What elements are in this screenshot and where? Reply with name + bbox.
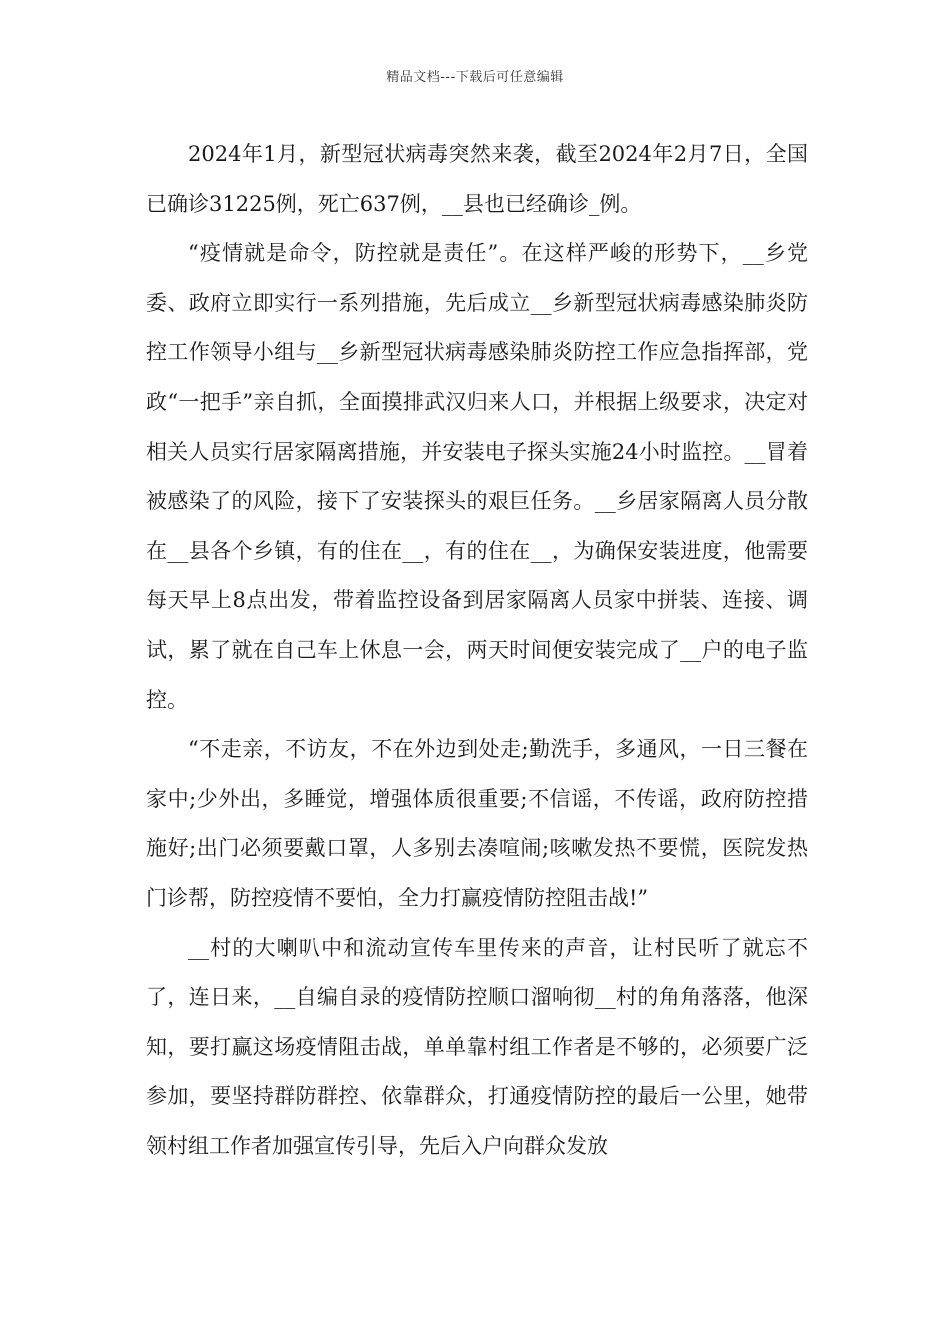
document-body: [146, 130, 808, 1171]
paragraph: 2024年1月，新型冠状病毒突然来袭，截至2024年2月7日，全国已确诊31225例，死亡637例，__县也已经确诊_例。: [146, 142, 808, 216]
paragraph: “不走亲，不访友，不在外边到处走;勤洗手，多通风，一日三餐在家中;少外出，多睡觉，增强体质很重要;不信谣，不传谣，政府防控措施好;出门必须要戴口罩，人多别去凑喧闹;咳嗽发热不要慌，医院发热门诊帮，防控疫情不要怕，全力打赢疫情防控阻击战!”: [146, 737, 808, 910]
page-header: 精品文档---下载后可任意编辑: [386, 70, 564, 85]
paragraph: __村的大喇叭中和流动宣传车里传来的声音，让村民听了就忘不了，连日来，__自编自录的疫情防控顺口溜响彻__村的角角落落，他深知，要打赢这场疫情阻击战，单单靠村组工作者是不够的，必须要广泛参加，要坚持群防群控、依靠群众，打通疫情防控的最后一公里，她带领村组工作者加强宣传引导，先后入户向群众发放: [146, 935, 808, 1158]
paragraph: “疫情就是命令，防控就是责任”。在这样严峻的形势下，__乡党委、政府立即实行一系列措施，先后成立__乡新型冠状病毒感染肺炎防控工作领导小组与__乡新型冠状病毒感染肺炎防控工作应急指挥部，党政“一把手”亲自抓，全面摸排武汉归来人口，并根据上级要求，决定对相关人员实行居家隔离措施，并安装电子探头实施24小时监控。__冒着被感染了的风险，接下了安装探头的艰巨任务。__乡居家隔离人员分散在__县各个乡镇，有的住在__，有的住在__，为确保安装进度，他需要每天早上8点出发，带着监控设备到居家隔离人员家中拼装、连接、调试，累了就在自己车上休息一会，两天时间便安装完成了__户的电子监控。: [146, 241, 808, 712]
